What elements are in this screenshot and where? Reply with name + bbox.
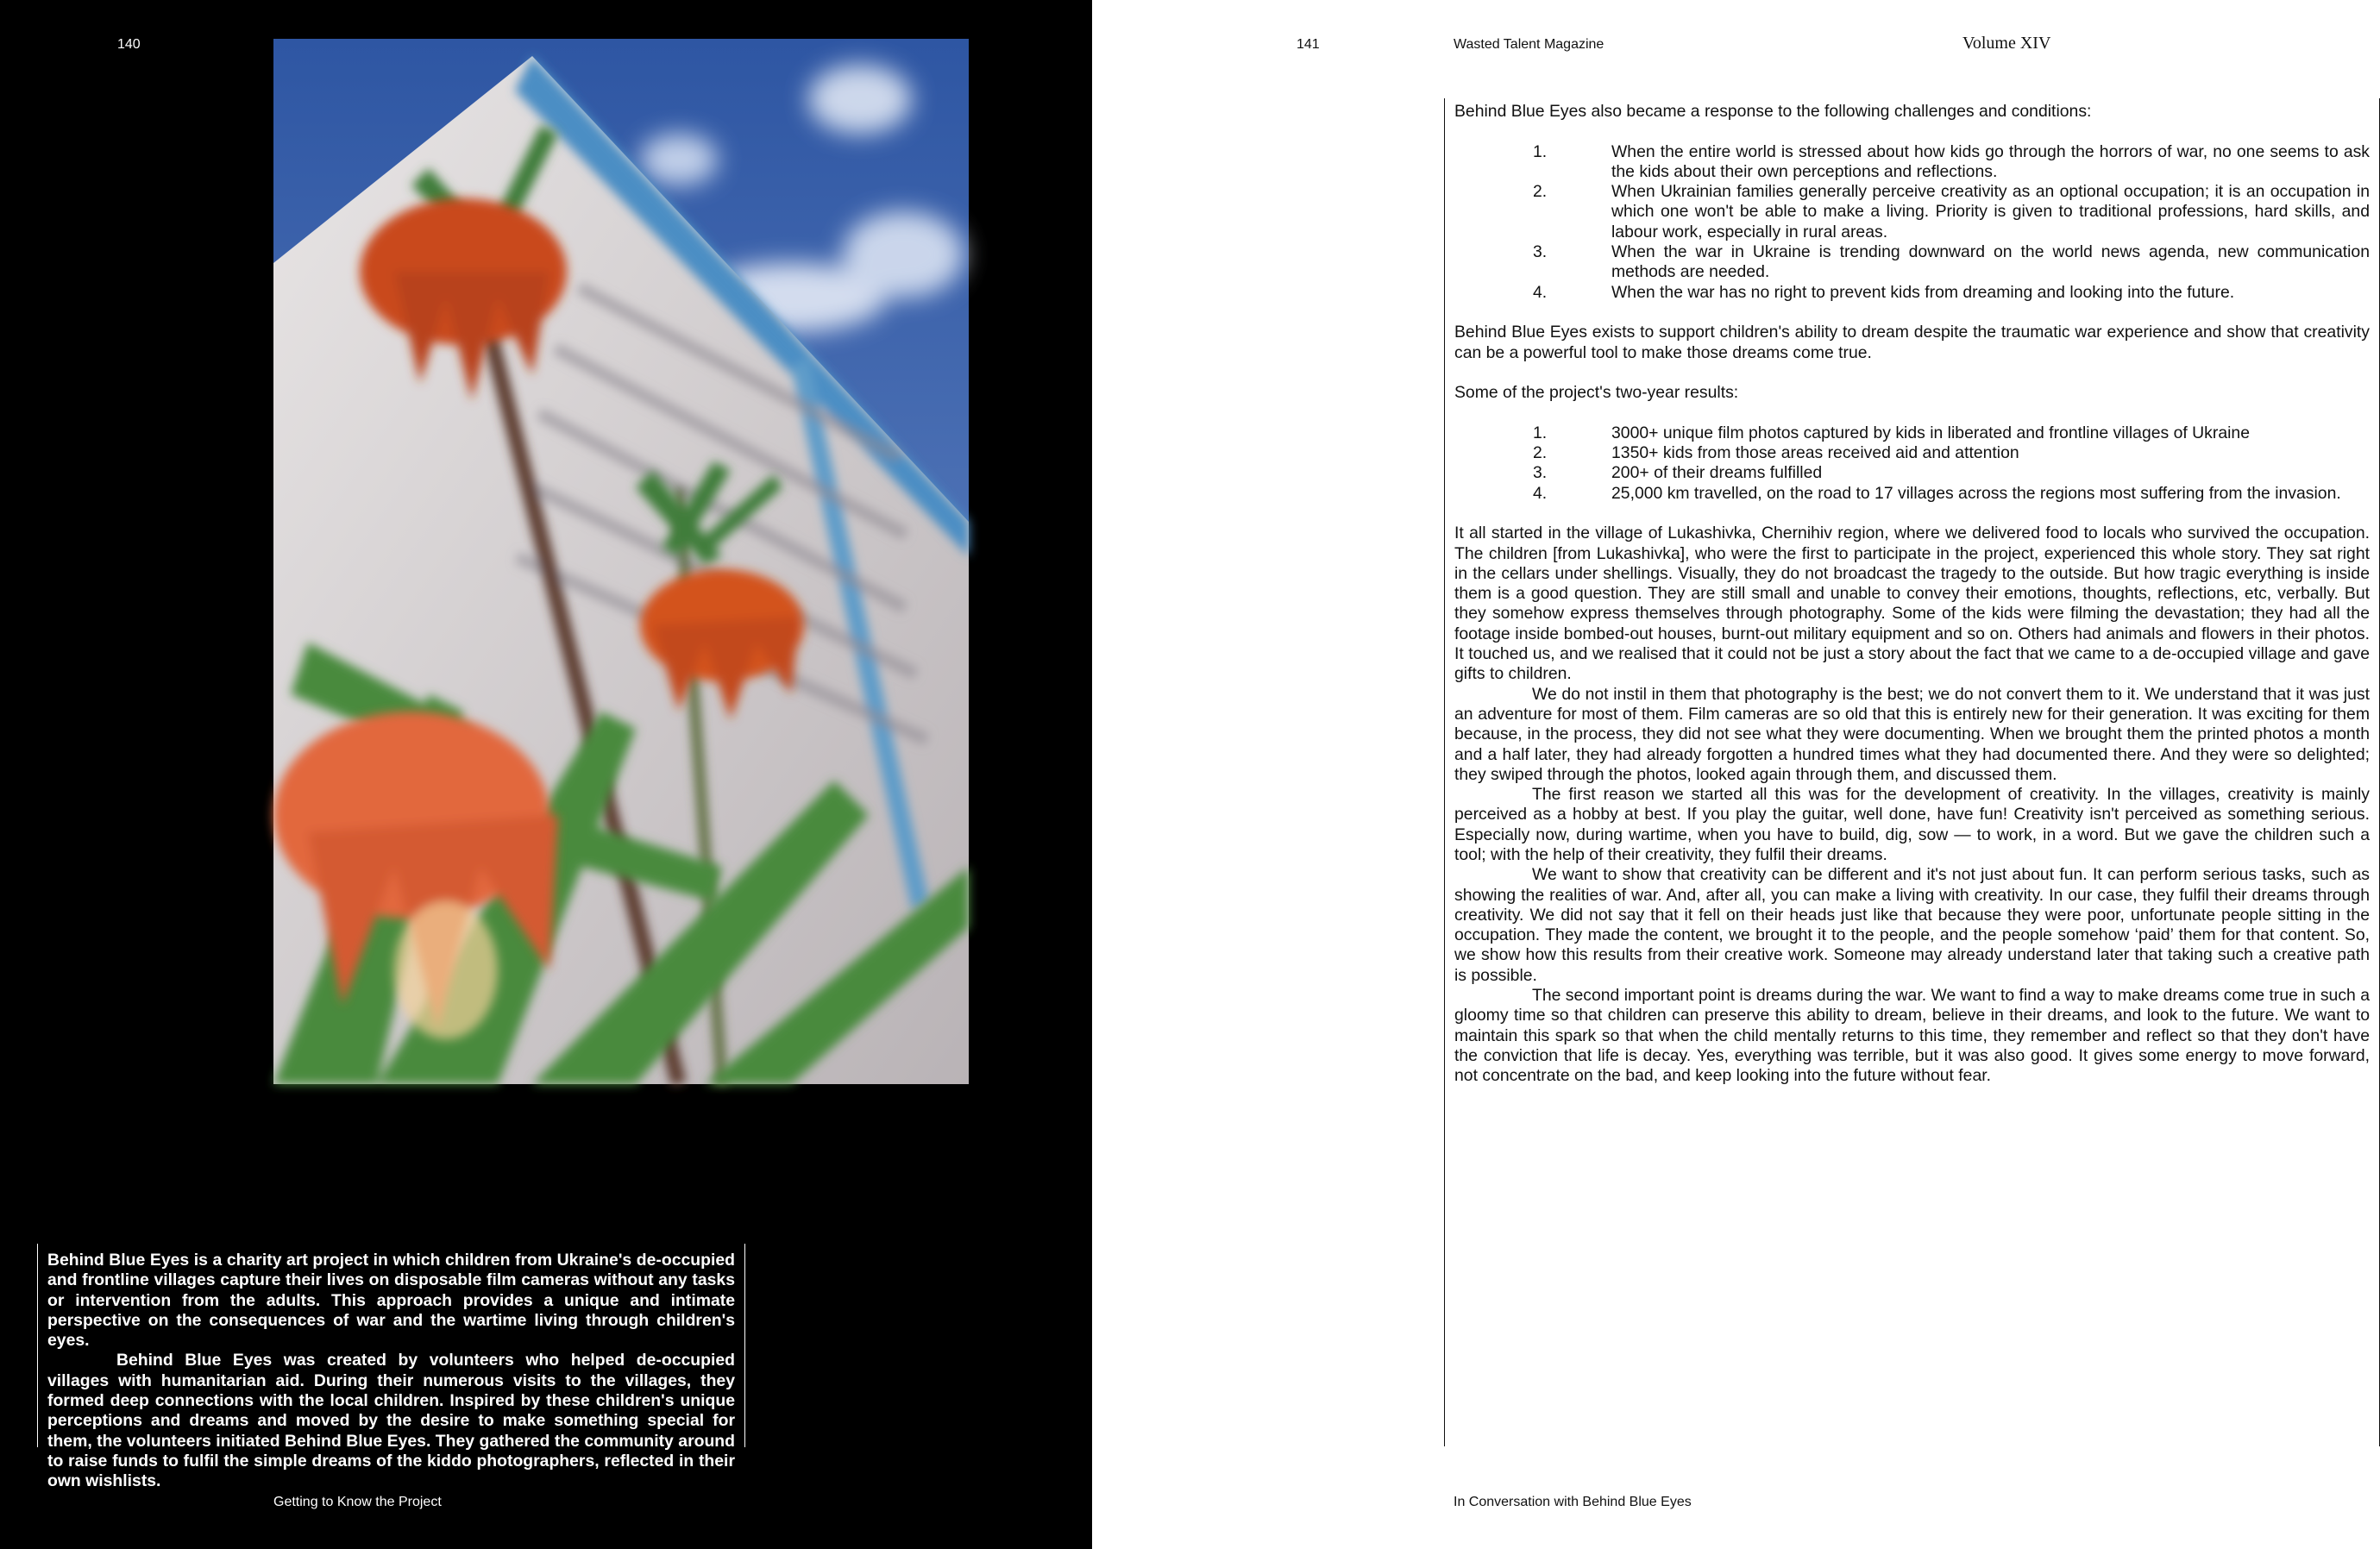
list-item	[1454, 423, 2370, 443]
flower-photo-illustration	[273, 39, 969, 1084]
list-number: 4.	[1533, 282, 1548, 302]
page-number-right: 141	[1297, 37, 1320, 52]
list-text: 1350+ kids from those areas received aid and attention	[1611, 443, 2019, 463]
page-number-left: 140	[117, 37, 141, 52]
list-text: When the war has no right to prevent kids from dreaming and looking into the future.	[1611, 282, 2235, 302]
list-number: 1.	[1533, 141, 1548, 161]
results-intro: Some of the project's two-year results:	[1454, 383, 1739, 403]
story-paragraph: It all started in the village of Lukashivka, Chernihiv region, where we delivered food to locals who survived the occupation. The children [from Lukashivka], who were the first to participate in the project, experienced this whole story. They sat right in the cellars under shellings. Visually, they do not broadcast the tragedy to the outside. But how tragic everything is inside them is a good question. They are still small and unable to convey their emotions, thoughts, reflections, etc, verbally. But they somehow express themselves through photography. Some of the kids were filming the devastation; they had all the footage inside bombed-out houses, burnt-out military equipment and so on. Others had animals and flowers in their photos. It touched us, and we realised that it could not be just a story about the fact that we came to a de-occupied village and gave gifts to children.	[1454, 524, 2370, 684]
story-paragraph: We do not instil in them that photography is the best; we do not convert them to it. We understand that it was just an adventure for most of them. Film cameras are so old that this is entirely new for their generation. It was exciting for them because, in the process, they did not see what they were documenting. When we brought them the printed photos a month and a half later, they had already forgotten a hundred times what they had documented there. And they were so delighted; they swiped through the photos, looked again through them, and discussed them.	[1454, 684, 2370, 784]
list-item	[1454, 242, 2370, 283]
list-item	[1454, 463, 2370, 483]
volume-label: Volume XIV	[1962, 34, 2051, 53]
list-number: 1.	[1533, 423, 1548, 442]
list-item	[1454, 182, 2370, 242]
list-number: 3.	[1533, 463, 1548, 483]
results-list	[1454, 423, 2370, 504]
list-item	[1454, 283, 2370, 303]
intro-paragraph: Behind Blue Eyes is a charity art project in which children from Ukraine's de-occupied and frontline villages capture their lives on disposable film cameras without any tasks or intervention from the adults. This approach provides a unique and intimate perspective on the consequences of war and the wartime living through children's eyes.	[47, 1251, 735, 1351]
intro-paragraph: Behind Blue Eyes was created by volunteers who helped de-occupied villages with humanitarian aid. During their numerous visits to the villages, they formed deep connections with the local children. Inspired by these children's unique perceptions and dreams and moved by the desire to make something special for them, the volunteers initiated Behind Blue Eyes. They gathered the community around to raise funds to fulfil the simple dreams of the kiddo photographers, reflected in their own wishlists.	[47, 1351, 735, 1491]
mission-paragraph: Behind Blue Eyes exists to support children's ability to dream despite the traumatic war experience and show that creativity can be a powerful tool to make those dreams come true.	[1454, 323, 2370, 362]
list-text: When the war in Ukraine is trending downward on the world news agenda, new communication methods are needed.	[1611, 242, 2370, 282]
list-number: 4.	[1533, 483, 1548, 503]
magazine-name: Wasted Talent Magazine	[1454, 37, 1604, 52]
list-text: When Ukrainian families generally perceive creativity as an optional occupation; it is an occupation in which one won't be able to make a living. Priority is given to traditional professions, hard skills, and labour work, especially in rural areas.	[1611, 182, 2370, 241]
challenges-list	[1454, 142, 2370, 303]
list-item	[1454, 142, 2370, 183]
list-item	[1454, 484, 2370, 504]
section-footer-left: Getting to Know the Project	[273, 1495, 442, 1509]
left-page	[0, 0, 1092, 1549]
list-text: 200+ of their dreams fulfilled	[1611, 463, 1823, 483]
article-column	[1444, 98, 2380, 1446]
list-number: 2.	[1533, 443, 1548, 463]
right-page	[1092, 0, 2370, 1549]
story-paragraph: We want to show that creativity can be different and it's not just about fun. It can perform serious tasks, such as showing the realities of war. And, after all, you can make a living with creativity. In our case, they fulfil their dreams through creativity. We did not say that it fell on their heads just like that because they were poor, unfortunate people sitting in the occupation. They made the content, we brought it to the people, and the people somehow ‘paid’ them for that content. So, we show how this results from their creative work. Someone may already understand later that taking such a creative path is possible.	[1454, 865, 2370, 985]
list-item	[1454, 443, 2370, 463]
list-number: 3.	[1533, 242, 1548, 262]
flower-photo	[273, 39, 969, 1084]
story-paragraph: The first reason we started all this was for the development of creativity. In the villages, creativity is mainly perceived as a hobby at best. If you play the guitar, well done, have fun! Creativity isn't perceived as something serious. Especially now, during wartime, when you have to build, dig, sow — to work, in a word. But we gave the children such a tool; with the help of their creativity, they fulfil their dreams.	[1454, 785, 2370, 864]
list-text: 25,000 km travelled, on the road to 17 villages across the regions most suffering from the invasion.	[1611, 483, 2341, 503]
challenges-intro: Behind Blue Eyes also became a response to the following challenges and conditions:	[1454, 102, 2092, 121]
intro-text-box	[37, 1244, 745, 1491]
list-number: 2.	[1533, 182, 1548, 202]
list-text: When the entire world is stressed about how kids go through the horrors of war, no one seems to ask the kids about their own perceptions and reflections.	[1611, 141, 2370, 181]
section-footer-right: In Conversation with Behind Blue Eyes	[1454, 1495, 1692, 1509]
list-text: 3000+ unique film photos captured by kids in liberated and frontline villages of Ukraine	[1611, 423, 2250, 442]
story-paragraph: The second important point is dreams during the war. We want to find a way to make dreams come true in such a gloomy time so that children can preserve this ability to dream, believe in their dreams, and look to the future. We want to maintain this spark so that when the child mentally returns to this time, they remember and reflect so that they don't have the conviction that life is decay. Yes, everything was terrible, but it was also good. It gives some energy to move forward, not concentrate on the bad, and keep looking into the future without fear.	[1454, 986, 2370, 1086]
